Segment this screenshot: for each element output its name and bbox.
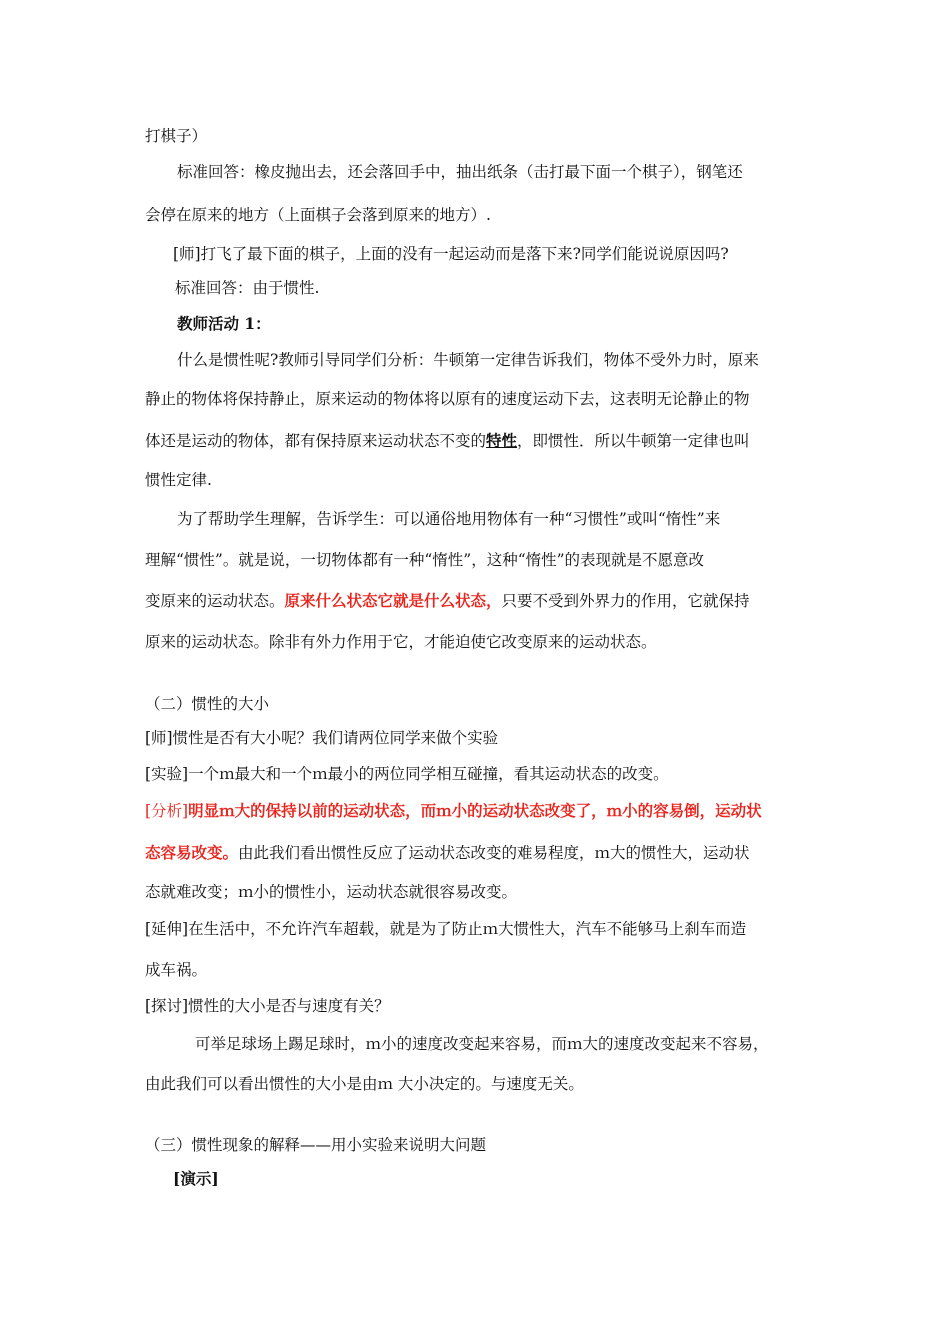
text-line: [实验]一个ｍ最大和一个ｍ最小的两位同学相互碰撞，看其运动状态的改变。 [145,765,669,783]
highlighted-text: 态容易改变。 [145,843,239,862]
underlined-term: 特性 [486,431,518,450]
text-line: [师]打飞了最下面的棋子，上面的没有一起运动而是落下来?同学们能说说原因吗? [173,245,729,263]
section-heading: 教师活动 1： [177,314,271,333]
analysis-label: [分析] [145,802,189,820]
text-line: 态就难改变；ｍ小的惯性小，运动状态就很容易改变。 [145,883,518,901]
text-line: [延伸]在生活中，不允许汽车超载，就是为了防止ｍ大惯性大，汽车不能够马上刹车而造 [145,920,747,938]
highlighted-text: 原来什么状态它就是什么状态， [284,591,502,610]
text-line: 标准回答：橡皮抛出去，还会落回手中，抽出纸条（击打最下面一个棋子），钢笔还 [177,163,743,181]
section-heading: （二）惯性的大小 [145,695,270,713]
text-run: 只要不受到外界力的作用，它就保持 [501,592,750,610]
text-run: 变原来的运动状态。 [145,592,285,610]
text-run: 体还是运动的物体，都有保持原来运动状态不变的 [145,432,487,450]
demo-label: [演示] [173,1169,219,1188]
text-line: 由此我们可以看出惯性的大小是由ｍ 大小决定的。与速度无关。 [145,1075,584,1093]
text-line: [探讨]惯性的大小是否与速度有关？ [145,997,390,1015]
text-line: 原来的运动状态。除非有外力作用于它，才能迫使它改变原来的运动状态。 [145,633,657,651]
text-line: 标准回答：由于惯性. [175,279,320,297]
text-line: 为了帮助学生理解，告诉学生：可以通俗地用物体有一种“习惯性”或叫“惰性”来 [177,510,721,528]
text-line: 打棋子） [145,127,208,145]
section-heading: （三）惯性现象的解释——用小实验来说明大问题 [145,1136,487,1154]
text-run: 由此我们看出惯性反应了运动状态改变的难易程度，ｍ大的惯性大，运动状 [238,844,750,862]
text-line: 什么是惯性呢?教师引导同学们分析：牛顿第一定律告诉我们，物体不受外力时，原来 [177,351,759,369]
text-run: ，即惯性．所以牛顿第一定律也叫 [517,432,750,450]
text-line [145,842,750,864]
text-line [145,430,750,452]
text-line: 静止的物体将保持静止，原来运动的物体将以原有的速度运动下去，这表明无论静止的物 [145,390,750,408]
text-line [145,590,750,612]
text-line: 理解“惯性”。就是说，一切物体都有一种“惰性”，这种“惰性”的表现就是不愿意改 [145,551,705,569]
text-line: 成车祸。 [145,961,208,979]
text-line: 可举足球场上踢足球时，ｍ小的速度改变起来容易，而ｍ大的速度改变起来不容易， [195,1035,769,1053]
text-line: 会停在原来的地方（上面棋子会落到原来的地方）. [145,206,491,224]
highlighted-text: 明显ｍ大的保持以前的运动状态，而ｍ小的运动状态改变了，ｍ小的容易倒，运动状 [188,801,762,820]
text-line: 惯性定律. [145,471,212,489]
text-line: [师]惯性是否有大小呢？我们请两位同学来做个实验 [145,729,499,747]
text-line [145,800,762,822]
